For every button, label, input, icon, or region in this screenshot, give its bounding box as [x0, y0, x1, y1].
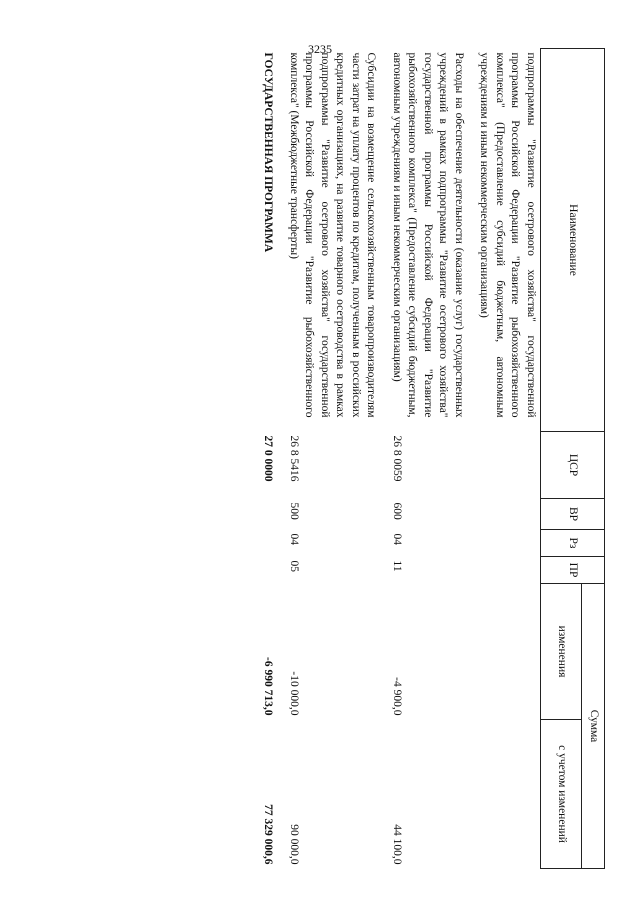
- row-vr: [474, 499, 541, 530]
- header-change: изменения: [541, 584, 582, 720]
- row-change: -4 900,0: [390, 677, 403, 716]
- row-name: Субсидии на возмещение сельскохозяйственным товаропроизводителям части затрат на уплату процентов по кредитам, полученным в российских кредитных организациях, на развитие товарного осетроводства в рамках подпрограммы "Развитие осетрового хозяйства" государственной программы Российской Федерации "Развитие рыбохозяйственного комплекса" (Межбюджетные трансферты): [287, 52, 378, 418]
- row-with-change: 44 100,0: [390, 824, 403, 865]
- row-rz: 04: [287, 533, 300, 545]
- row-csr: [474, 432, 541, 499]
- header-with-change: с учетом изменений: [541, 720, 582, 869]
- row-vr: [258, 499, 284, 530]
- table-row: [283, 49, 386, 869]
- row-change: -6 990 713,0: [262, 657, 275, 716]
- row-csr: 26 8 0059: [390, 435, 403, 482]
- row-pr: [474, 557, 541, 584]
- row-rz: [474, 530, 541, 557]
- table-row: [258, 49, 284, 869]
- table-row: [474, 49, 541, 869]
- row-with-change: 77 329 000,6: [262, 804, 275, 865]
- row-with-change: 90 000,0: [287, 824, 300, 865]
- row-name: ГОСУДАРСТВЕННАЯ ПРОГРАММА: [262, 52, 275, 253]
- header-sum: Сумма: [582, 584, 605, 869]
- row-vr: 500: [287, 502, 300, 520]
- row-vr: 600: [390, 502, 403, 520]
- table-row: [386, 49, 474, 869]
- row-rz: [258, 530, 284, 557]
- row-pr: [258, 557, 284, 584]
- rotated-table-container: [105, 48, 605, 868]
- row-name: Расходы на обеспечение деятельности (оказание услуг) государственных учреждений в рамках подпрограммы "Развитие осетрового хозяйства" государственной программы Российской Федерации "Развитие рыбохозяйственного комплекса" (Предоставление субсидий бюджетным, автономным учреждениям и иным некоммерческим организациям): [390, 52, 465, 418]
- row-rz: 04: [390, 533, 403, 545]
- page-number: 3235: [308, 42, 332, 56]
- row-pr: 11: [390, 560, 403, 572]
- row-name: подпрограммы "Развитие осетрового хозяйства" государственной программы Российской Федерации "Развитие рыбохозяйственного комплекса" (Предоставление субсидий бюджетным, автономным учреждениям и иным некоммерческим организациям): [478, 52, 537, 418]
- budget-table: [258, 48, 605, 869]
- row-csr: 27 0 0000: [262, 435, 275, 482]
- header-rz: Рз: [541, 530, 605, 557]
- header-name: Наименование: [541, 49, 605, 432]
- row-csr: 26 8 5416: [287, 435, 300, 482]
- row-with-change: [474, 720, 541, 869]
- row-change: [474, 584, 541, 720]
- header-pr: ПР: [541, 557, 605, 584]
- row-change: -10 000,0: [287, 671, 300, 716]
- row-pr: 05: [287, 560, 300, 572]
- header-csr: ЦСР: [541, 432, 605, 499]
- header-vr: ВР: [541, 499, 605, 530]
